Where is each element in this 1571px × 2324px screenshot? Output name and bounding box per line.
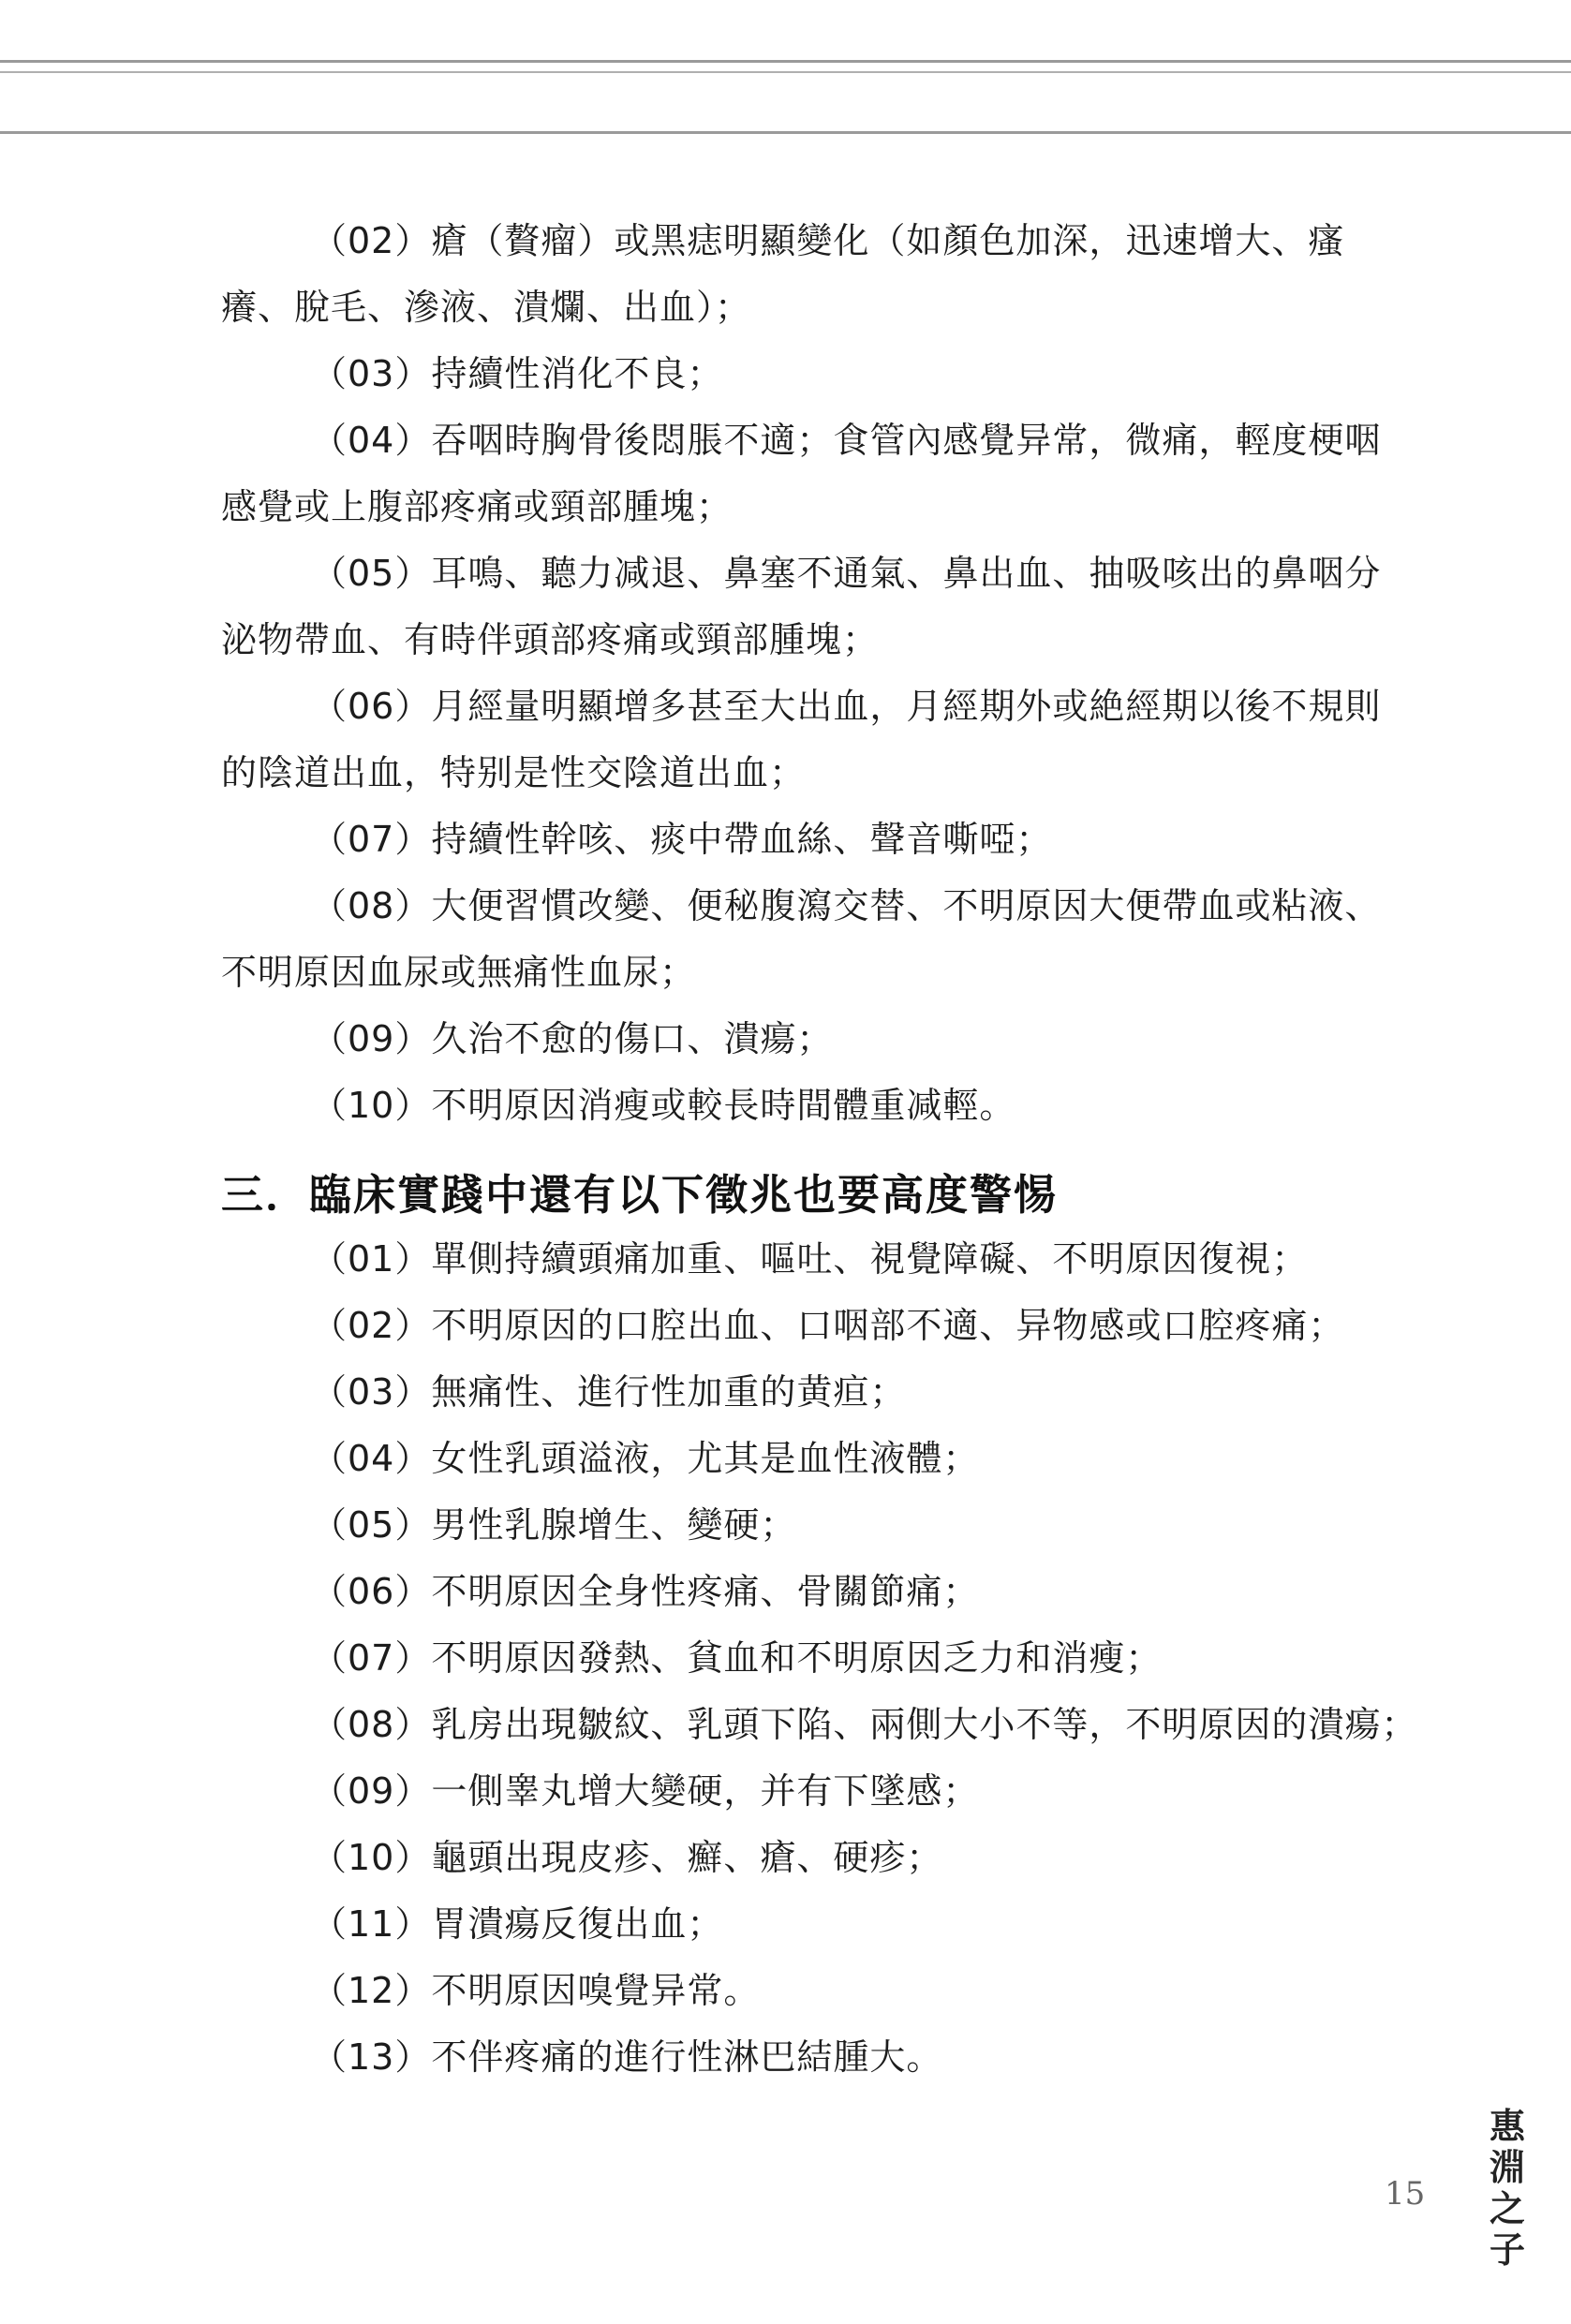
list-item: （10）龜頭出現皮疹、癬、瘡、硬疹； (311, 1837, 943, 1878)
list-item: （07）不明原因發熱、貧血和不明原因乏力和消瘦； (311, 1637, 1163, 1679)
paragraph-item-04: （04）吞咽時胸骨後悶脹不適；食管內感覺异常，微痛，輕度梗咽感覺或上腹部疼痛或頸部腫塊； (221, 420, 1382, 527)
list-item: （03）無痛性、進行性加重的黄疸； (311, 1371, 907, 1413)
header-rule-top (0, 60, 1571, 63)
paragraph-item-07: （07）持續性幹咳、痰中帶血絲、聲音嘶啞； (311, 819, 1053, 860)
list-item: （12）不明原因嗅覺异常。 (311, 1970, 761, 2011)
list-item: （05）男性乳腺增生、變硬； (311, 1504, 797, 1546)
list-item: （09）一側睾丸增大變硬，并有下墜感； (311, 1770, 980, 1812)
page-body (221, 208, 1418, 2091)
list-item: （01）單側持續頭痛加重、嘔吐、視覺障礙、不明原因復視； (311, 1238, 1309, 1280)
header-rule-bottom (0, 131, 1571, 134)
list-item: （04）女性乳頭溢液，尤其是血性液體； (311, 1438, 980, 1479)
list-item: （02）不明原因的口腔出血、口咽部不適、异物感或口腔疼痛； (311, 1305, 1345, 1346)
section-three-heading: 三．臨床實踐中還有以下徵兆也要高度警惕 (221, 1170, 1059, 1220)
side-book-title: 惠淵之子 (1489, 2106, 1525, 2271)
paragraph-item-08: （08）大便習慣改變、便秘腹瀉交替、不明原因大便帶血或粘液、不明原因血尿或無痛性血尿； (221, 885, 1382, 993)
list-item: （13）不伴疼痛的進行性淋巴結腫大。 (311, 2036, 943, 2078)
paragraph-item-03: （03）持續性消化不良； (311, 353, 724, 394)
paragraph-item-06: （06）月經量明顯增多甚至大出血，月經期外或絶經期以後不規則的陰道出血，特别是性交陰道出血； (221, 686, 1382, 793)
list-item: （08）乳房出現皺紋、乳頭下陷、兩側大小不等，不明原因的潰瘍； (311, 1704, 1418, 1745)
list-item: （11）胃潰瘍反復出血； (311, 1903, 724, 1945)
paragraph-item-09: （09）久治不愈的傷口、潰瘍； (311, 1018, 834, 1059)
paragraph-item-05: （05）耳鳴、聽力减退、鼻塞不通氣、鼻出血、抽吸咳出的鼻咽分泌物帶血、有時伴頭部疼痛或頸部腫塊； (221, 553, 1382, 660)
list-item: （06）不明原因全身性疼痛、骨關節痛； (311, 1571, 980, 1612)
section-three-list (221, 1226, 1418, 2091)
header-rule-middle (0, 71, 1571, 73)
paragraph-item-10: （10）不明原因消瘦或較長時間體重减輕。 (311, 1085, 1016, 1126)
paragraph-item-02: （02）瘡（贅瘤）或黑痣明顯變化（如顏色加深，迅速增大、瘙癢、脫毛、滲液、潰爛、出血）； (221, 220, 1345, 328)
page-number: 15 (1385, 2175, 1426, 2213)
